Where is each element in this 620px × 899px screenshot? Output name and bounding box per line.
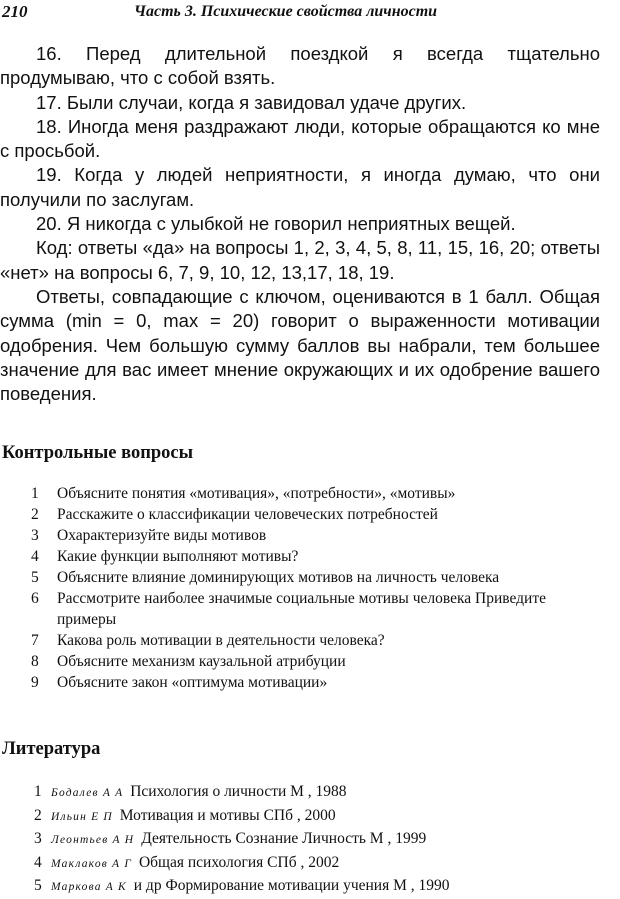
paragraph: 18. Иногда меня раздражают люди, которые обращаются ко мне с просьбой. <box>0 115 600 162</box>
reference-title: Психология о личности М , 1988 <box>130 783 347 800</box>
reference-author: Маклаков А Г <box>51 857 133 870</box>
reference-author: Леонтьев А Н <box>51 834 135 847</box>
paragraph: 20. Я никогда с улыбкой не говорил неприятных вещей. <box>36 213 516 235</box>
reference-title: Общая психология СПб , 2002 <box>138 853 340 871</box>
list-item <box>0 567 560 588</box>
list-item <box>0 630 560 651</box>
item-text: Рассмотрите наиболее значимые социальные мотивы человека Приведите примеры <box>57 590 546 628</box>
literature-heading: Литература <box>2 739 101 759</box>
scoring-paragraph: Ответы, совпадающие с ключом, оцениваются в 1 балл. Общая сумма (min = 0, max = 20) говорит о выраженности мотивации одобрения. Чем большую сумму баллов вы набрали, тем большее значение для вас имеет мнение окружающих и их одобрение вашего поведения. <box>0 285 600 405</box>
item-number: 1 <box>34 783 42 800</box>
item-text: Объясните закон «оптимума мотивации» <box>57 674 328 691</box>
list-item <box>0 588 560 630</box>
list-item <box>0 805 600 829</box>
list-item <box>0 852 600 876</box>
list-item <box>0 828 600 852</box>
control-questions-heading: Контрольные вопросы <box>2 443 194 463</box>
item-text: Расскажите о классификации человеческих потребностей <box>57 506 438 523</box>
item-number: 2 <box>34 806 42 824</box>
item-text: Объясните механизм каузальной атрибуции <box>57 653 346 670</box>
list-item <box>0 781 600 805</box>
answer-key-paragraph: Код: ответы «да» на вопросы 1, 2, 3, 4, 5, 8, 11, 15, 16, 20; ответы «нет» на вопросы 6, 7, 9, 10, 12, 13,17, 18, 19. <box>0 237 600 283</box>
item-text: Объясните влияние доминирующих мотивов на личность человека <box>57 569 500 586</box>
reference-title: Деятельность Сознание Личность М , 1999 <box>141 830 427 848</box>
running-header <box>0 0 600 24</box>
reference-title: и др Формирование мотивации учения М , 1990 <box>133 877 450 895</box>
item-number: 1 <box>31 485 39 502</box>
list-item <box>0 651 560 672</box>
reference-author: Маркова А К <box>51 881 127 894</box>
item-number: 8 <box>31 653 39 670</box>
item-number: 9 <box>31 674 39 691</box>
item-number: 3 <box>31 527 39 544</box>
page-number: 210 <box>2 2 28 21</box>
item-number: 4 <box>34 853 42 871</box>
item-text: Какие функции выполняют мотивы? <box>57 548 299 565</box>
list-item <box>0 483 560 504</box>
item-number: 6 <box>31 590 39 607</box>
literature-list <box>0 781 600 899</box>
item-number: 2 <box>31 506 39 523</box>
item-number: 5 <box>31 569 39 586</box>
reference-author: Бодалев А А <box>51 787 124 799</box>
running-title: Часть 3. Психические свойства личности <box>134 3 438 20</box>
list-item <box>0 875 600 899</box>
item-number: 3 <box>34 830 42 848</box>
item-text: Охарактеризуйте виды мотивов <box>57 527 267 544</box>
reference-author: Ильин Е П <box>51 810 113 823</box>
list-item <box>0 525 560 546</box>
item-number: 5 <box>34 877 42 895</box>
paragraph: 16. Перед длительной поездкой я всегда тщательно продумываю, что с собой взять. <box>0 43 600 89</box>
item-number: 4 <box>31 548 39 565</box>
item-number: 7 <box>31 632 39 649</box>
list-item <box>0 546 560 567</box>
control-questions-list <box>0 483 560 693</box>
reference-title: Мотивация и мотивы СПб , 2000 <box>119 806 336 824</box>
paragraph: 17. Были случаи, когда я завидовал удаче других. <box>36 91 467 113</box>
questionnaire-continuation <box>0 42 600 406</box>
paragraph: 19. Когда у людей неприятности, я иногда думаю, что они получили по заслугам. <box>0 164 600 210</box>
item-text: Объясните понятия «мотивация», «потребности», «мотивы» <box>57 485 456 502</box>
list-item <box>0 672 560 693</box>
list-item <box>0 504 560 525</box>
item-text: Какова роль мотивации в деятельности человека? <box>57 632 385 649</box>
